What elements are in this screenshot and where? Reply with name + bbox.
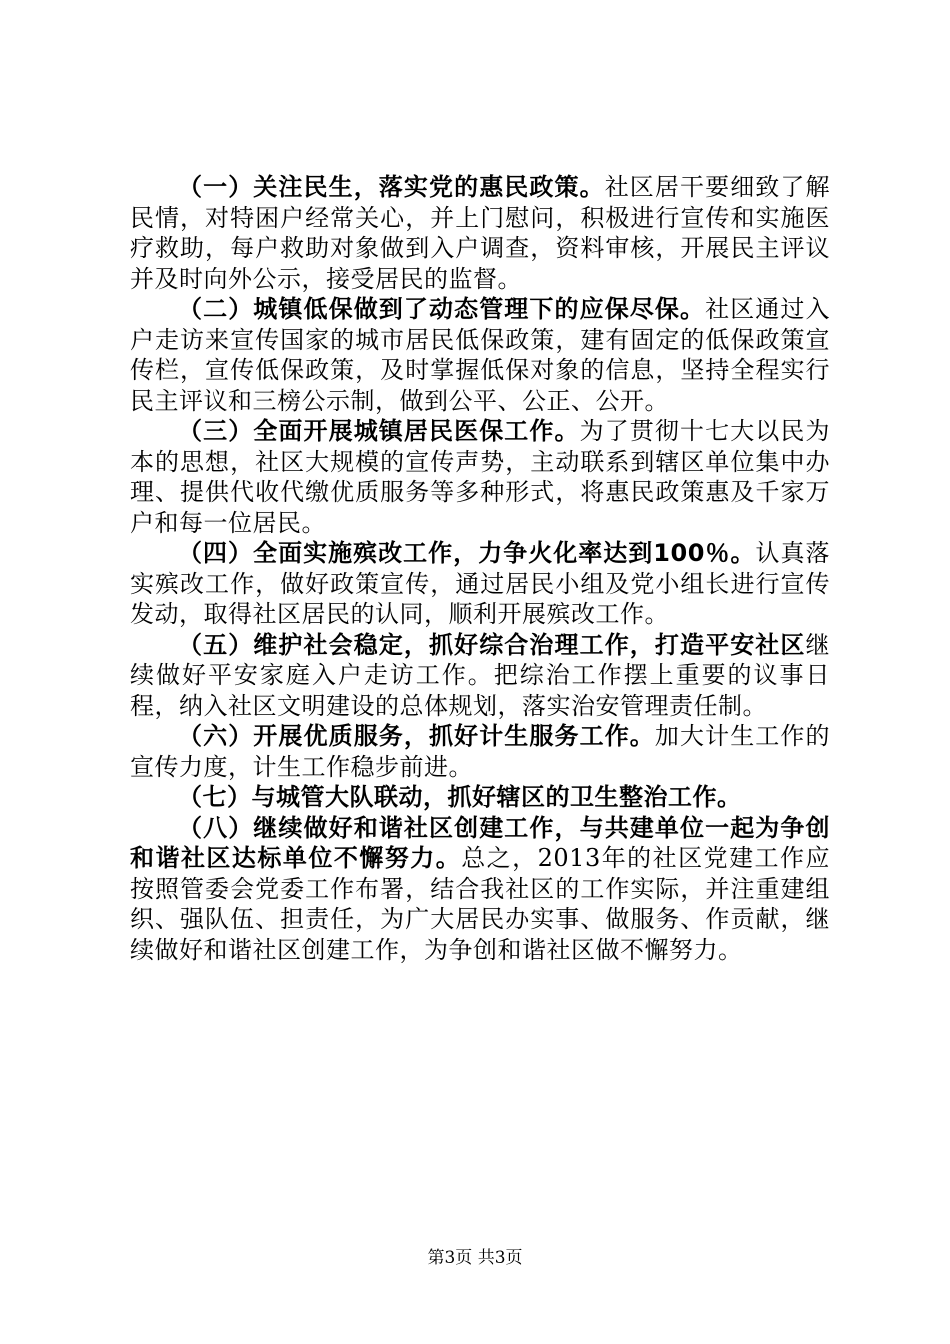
paragraph-7 — [130, 782, 830, 813]
paragraph-5-text: 继续做好平安家庭入户走访工作。把综治工作摆上重要的议事日程，纳入社区文明建设的总体规划，落实治安管理责任制。 — [130, 630, 830, 720]
paragraph-5 — [130, 630, 830, 722]
paragraph-5-heading: （五）维护社会稳定，抓好综合治理工作，打造平安社区 — [178, 630, 806, 659]
paragraph-2-text: 社区通过入户走访来宣传国家的城市居民低保政策，建有固定的低保政策宣传栏，宣传低保政策，及时掌握低保对象的信息，坚持全程实行民主评议和三榜公示制，做到公平、公正、公开。 — [130, 295, 831, 415]
paragraph-4-text: 认真落实殡改工作，做好政策宣传，通过居民小组及党小组长进行宣传发动，取得社区居民的认同，顺利开展殡改工作。 — [130, 539, 831, 628]
paragraph-3 — [130, 416, 830, 538]
paragraph-8-text: 总之，2013年的社区党建工作应按照管委会党委工作布署，结合我社区的工作实际，并注重建组织、强队伍、担责任，为广大居民办实事、做服务、作贡献，继续做好和谐社区创建工作，为争创和谐社区做不懈努力。 — [130, 844, 831, 964]
page-footer — [0, 1243, 950, 1268]
paragraph-7-heading: （七）与城管大队联动，抓好辖区的卫生整治工作。 — [178, 783, 742, 811]
paragraph-2-heading: （二）城镇低保做到了动态管理下的应保尽保。 — [178, 295, 706, 323]
document-body — [130, 172, 830, 965]
paragraph-3-text: 为了贯彻十七大以民为本的思想，社区大规模的宣传声势，主动联系到辖区单位集中办理、提供代收代缴优质服务等多种形式，将惠民政策惠及千家万户和每一位居民。 — [130, 417, 831, 537]
paragraph-8 — [130, 813, 830, 966]
paragraph-3-heading: （三）全面开展城镇居民医保工作。 — [178, 417, 580, 445]
paragraph-1 — [130, 172, 830, 294]
paragraph-4 — [130, 538, 830, 630]
paragraph-1-text: 社区居干要细致了解民情，对特困户经常关心，并上门慰问，积极进行宣传和实施医疗救助，每户救助对象做到入户调查，资料审核，开展民主评议并及时向外公示，接受居民的监督。 — [130, 173, 831, 293]
paragraph-4-heading: （四）全面实施殡改工作，力争火化率达到100％。 — [178, 539, 756, 567]
paragraph-6-text: 加大计生工作的宣传力度，计生工作稳步前进。 — [130, 722, 831, 781]
paragraph-8-heading: （八）继续做好和谐社区创建工作，与共建单位一起为争创和谐社区达标单位不懈努力。 — [130, 813, 830, 872]
paragraph-6-heading: （六）开展优质服务，抓好计生服务工作。 — [178, 722, 655, 750]
paragraph-6 — [130, 721, 830, 782]
paragraph-1-heading: （一）关注民生，落实党的惠民政策。 — [178, 173, 605, 201]
paragraph-2 — [130, 294, 830, 416]
page-number-label: 第3页 共3页 — [427, 1248, 523, 1268]
